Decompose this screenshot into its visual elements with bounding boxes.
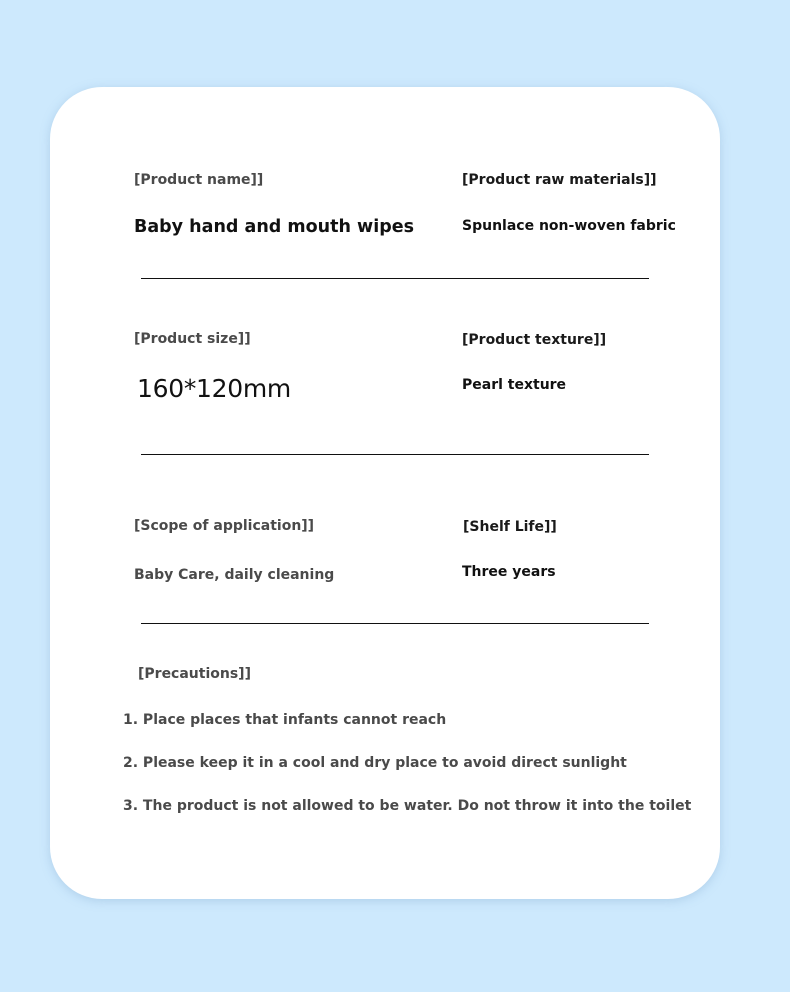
precaution-item: 2. Please keep it in a cool and dry place to avoid direct sunlight (123, 755, 627, 771)
precaution-item: 3. The product is not allowed to be water. Do not throw it into the toilet (123, 798, 692, 814)
raw-materials-label: [Product raw materials]] (462, 172, 657, 188)
product-texture-label: [Product texture]] (462, 332, 607, 348)
precautions-title: [Precautions]] (138, 666, 251, 682)
divider-1 (141, 278, 649, 279)
shelf-life-value: Three years (462, 564, 556, 580)
product-texture-value: Pearl texture (462, 377, 567, 393)
product-info-card (50, 87, 720, 899)
precaution-item: 1. Place places that infants cannot reach (123, 712, 447, 728)
product-size-label: [Product size]] (134, 331, 251, 347)
divider-3 (141, 623, 649, 624)
scope-label: [Scope of application]] (134, 518, 315, 534)
divider-2 (141, 454, 649, 455)
raw-materials-value: Spunlace non-woven fabric (462, 218, 676, 234)
product-name-label: [Product name]] (134, 172, 264, 188)
shelf-life-label: [Shelf Life]] (463, 519, 557, 535)
product-name-value: Baby hand and mouth wipes (134, 217, 415, 237)
product-size-value: 160*120mm (137, 374, 291, 403)
scope-value: Baby Care, daily cleaning (134, 567, 335, 583)
